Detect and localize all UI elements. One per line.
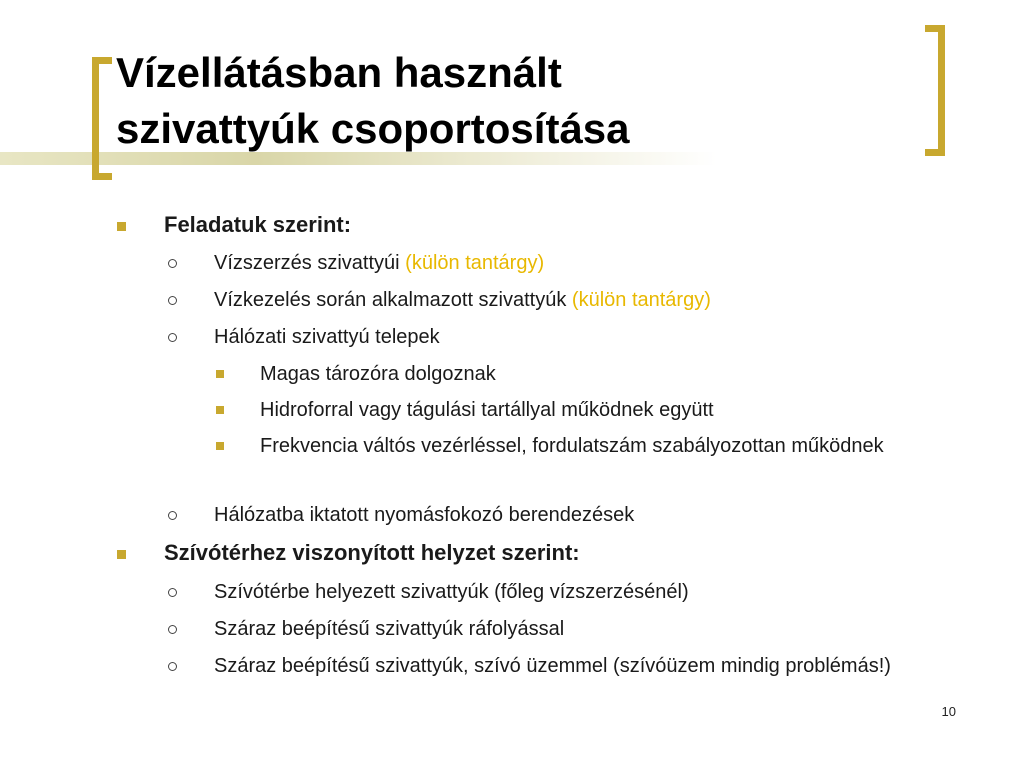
section-heading: Feladatuk szerint: xyxy=(164,212,352,237)
title-line-1: Vízellátásban használt xyxy=(116,49,562,96)
sub-list-item: Magas tározóra dolgoznak xyxy=(260,363,496,385)
item-text: Vízkezelés során alkalmazott szivattyúk xyxy=(214,289,572,311)
circle-bullet-icon xyxy=(168,259,177,268)
sub-list-item: Hidroforral vagy tágulási tartállyal működnek együtt xyxy=(260,399,714,421)
square-bullet-icon xyxy=(216,442,224,450)
list-item xyxy=(214,248,954,278)
page-number: 10 xyxy=(941,704,956,719)
item-text: Vízszerzés szivattyúi xyxy=(214,252,406,274)
list-item: Száraz beépítésű szivattyúk, szívó üzemmel (szívóüzem mindig problémás!) xyxy=(214,655,891,677)
list-item: Száraz beépítésű szivattyúk ráfolyással xyxy=(214,618,565,640)
square-bullet-icon xyxy=(216,370,224,378)
list-item: Szívótérbe helyezett szivattyúk (főleg vízszerzésénél) xyxy=(214,581,689,603)
list-item: Hálózatba iktatott nyomásfokozó berendezések xyxy=(214,504,635,526)
circle-bullet-icon xyxy=(168,662,177,671)
title-line-2: szivattyúk csoportosítása xyxy=(116,105,630,152)
circle-bullet-icon xyxy=(168,333,177,342)
circle-bullet-icon xyxy=(168,588,177,597)
circle-bullet-icon xyxy=(168,296,177,305)
square-bullet-icon xyxy=(216,406,224,414)
square-bullet-icon xyxy=(117,222,126,231)
sub-list-item: Frekvencia váltós vezérléssel, fordulatszám szabályozottan működnek xyxy=(260,435,884,457)
circle-bullet-icon xyxy=(168,511,177,520)
section-heading: Szívótérhez viszonyított helyzet szerint: xyxy=(164,540,580,565)
list-item xyxy=(214,285,954,315)
square-bullet-icon xyxy=(117,550,126,559)
item-note: (külön tantárgy) xyxy=(571,289,711,311)
list-item: Hálózati szivattyú telepek xyxy=(214,326,440,348)
circle-bullet-icon xyxy=(168,625,177,634)
item-note: (külön tantárgy) xyxy=(405,252,545,274)
